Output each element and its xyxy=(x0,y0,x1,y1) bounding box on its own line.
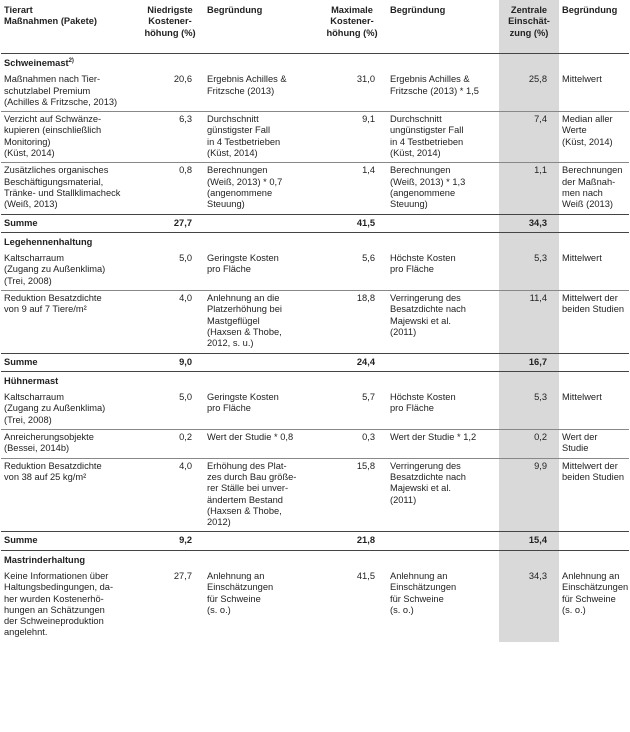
blank-cell xyxy=(559,371,629,390)
low-value: 4,0 xyxy=(179,293,192,304)
section-title-text: Hühnermast xyxy=(4,375,59,386)
low-value: 4,0 xyxy=(179,460,192,471)
section-title-text: Schweinemast xyxy=(4,58,69,68)
header-central-reason: Begründung xyxy=(559,0,629,54)
sum-label: Summe xyxy=(1,532,136,550)
blank-cell xyxy=(559,353,629,371)
max-reason: Anlehnung an Einschätzungen für Schweine (s. o.) xyxy=(390,570,457,615)
blank-cell xyxy=(499,54,559,73)
blank-cell xyxy=(204,353,317,371)
central-reason: Wert der Studie xyxy=(559,430,629,459)
max-reason: Durchschnitt ungünstigster Fall in 4 Testbetrieben (Küst, 2014) xyxy=(387,112,499,163)
max-reason: Ergebnis Achilles & Fritzsche (2013) * 1,5 xyxy=(387,72,499,111)
blank-cell xyxy=(387,532,499,550)
table-row xyxy=(1,112,629,163)
blank-cell xyxy=(204,214,317,232)
measure-cell: Zusätzliches organisches Beschäftigungsmaterial, Tränke- und Stallklimacheck (Weiß, 2013) xyxy=(4,165,121,210)
blank-cell xyxy=(387,371,499,390)
sum-row xyxy=(1,532,629,550)
sum-max: 24,4 xyxy=(317,353,387,371)
blank-cell xyxy=(387,232,499,251)
low-value: 5,0 xyxy=(136,390,204,429)
measure-cell: Reduktion Besatzdichte von 38 auf 25 kg/m² xyxy=(4,460,102,482)
blank-cell xyxy=(317,371,387,390)
low-value: 6,3 xyxy=(136,112,204,163)
sum-central: 16,7 xyxy=(499,353,559,371)
central-value: 1,1 xyxy=(499,163,559,214)
table-row xyxy=(1,430,629,459)
low-value: 20,6 xyxy=(136,72,204,111)
max-reason: Verringerung des Besatzdichte nach Majewski et al. (2011) xyxy=(390,293,466,337)
max-reason: Wert der Studie * 1,2 xyxy=(387,430,499,459)
blank-cell xyxy=(387,214,499,232)
sum-low: 27,7 xyxy=(136,214,204,232)
blank-cell xyxy=(559,54,629,73)
max-value: 9,1 xyxy=(317,112,387,163)
low-reason: Berechnungen (Weiß, 2013) * 0,7 (angenommene Steuung) xyxy=(207,165,283,210)
low-reason: Anlehnung an Einschätzungen für Schweine (s. o.) xyxy=(207,570,274,615)
blank-cell xyxy=(136,371,204,390)
sum-low: 9,0 xyxy=(136,353,204,371)
low-reason: Wert der Studie * 0,8 xyxy=(204,430,317,459)
table-row xyxy=(1,458,629,532)
blank-cell xyxy=(204,532,317,550)
max-value: 41,5 xyxy=(356,570,375,581)
sum-label: Summe xyxy=(1,353,136,371)
table-row xyxy=(1,251,629,290)
central-reason: Mittelwert der beiden Studien xyxy=(562,293,625,315)
blank-cell xyxy=(387,54,499,73)
header-max: Maximale Kostener- höhung (%) xyxy=(317,0,387,54)
section-title xyxy=(1,550,136,569)
central-reason: Anlehnung an Einschätzungen für Schweine (s. o.) xyxy=(562,570,629,615)
low-value: 0,8 xyxy=(179,165,192,176)
blank-cell xyxy=(559,214,629,232)
blank-cell xyxy=(204,371,317,390)
header-central: Zentrale Einschät- zung (%) xyxy=(499,0,559,54)
blank-cell xyxy=(317,232,387,251)
table-row xyxy=(1,291,629,353)
max-value: 31,0 xyxy=(317,72,387,111)
central-value: 0,2 xyxy=(499,430,559,459)
central-value: 25,8 xyxy=(499,72,559,111)
blank-cell xyxy=(136,54,204,73)
central-value: 5,3 xyxy=(499,251,559,290)
blank-cell xyxy=(499,232,559,251)
header-low-reason: Begründung xyxy=(204,0,317,54)
blank-cell xyxy=(387,550,499,569)
central-reason: Mittelwert xyxy=(559,390,629,429)
central-reason: Berechnungen der Maßnah- men nach Weiß (2013) xyxy=(562,165,623,210)
measure-cell: Kaltscharraum (Zugang zu Außenklima) (Trei, 2008) xyxy=(1,251,136,290)
table-row xyxy=(1,569,629,642)
sum-label: Summe xyxy=(1,214,136,232)
low-value: 5,0 xyxy=(136,251,204,290)
measure-cell: Reduktion Besatzdichte von 9 auf 7 Tiere/m² xyxy=(4,293,102,315)
header-max-reason: Begründung xyxy=(387,0,499,54)
central-reason: Mittelwert xyxy=(559,251,629,290)
table-body xyxy=(1,54,629,642)
table-row xyxy=(1,390,629,429)
table-row xyxy=(1,163,629,214)
sum-central: 15,4 xyxy=(499,532,559,550)
central-value: 11,4 xyxy=(499,291,559,353)
low-reason: Durchschnitt günstigster Fall in 4 Testbetrieben (Küst, 2014) xyxy=(204,112,317,163)
section-title xyxy=(1,371,136,390)
measure-cell: Kaltscharraum (Zugang zu Außenklima) (Trei, 2008) xyxy=(1,390,136,429)
blank-cell xyxy=(387,353,499,371)
section-title-text: Legehennenhaltung xyxy=(4,236,93,247)
header-tierart: Tierart Maßnahmen (Pakete) xyxy=(1,0,136,54)
central-reason: Median aller Werte (Küst, 2014) xyxy=(559,112,629,163)
sum-max: 21,8 xyxy=(317,532,387,550)
blank-cell xyxy=(204,232,317,251)
low-value: 27,7 xyxy=(173,570,192,581)
max-value: 5,6 xyxy=(317,251,387,290)
low-value: 0,2 xyxy=(136,430,204,459)
low-reason: Ergebnis Achilles & Fritzsche (2013) xyxy=(204,72,317,111)
max-reason: Höchste Kosten pro Fläche xyxy=(387,390,499,429)
measure-cell: Verzicht auf Schwänze- kupieren (einschließlich Monitoring) (Küst, 2014) xyxy=(1,112,136,163)
cost-increase-table xyxy=(1,0,629,642)
central-value: 5,3 xyxy=(499,390,559,429)
sum-max: 41,5 xyxy=(317,214,387,232)
low-reason: Geringste Kosten pro Fläche xyxy=(204,251,317,290)
measure-cell: Maßnahmen nach Tier- schutzlabel Premium (Achilles & Fritzsche, 2013) xyxy=(1,72,136,111)
section-title-text: Mastrinderhaltung xyxy=(4,554,86,565)
blank-cell xyxy=(317,550,387,569)
footnote-marker: 2) xyxy=(68,58,74,64)
table-header-row xyxy=(1,0,629,54)
low-reason: Erhöhung des Plat- zes durch Bau größe- rer Ställe bei unver- ändertem Bestand (Haxsen & Thobe, 2012) xyxy=(207,460,297,528)
low-reason: Geringste Kosten pro Fläche xyxy=(204,390,317,429)
header-low: Niedrigste Kostener- höhung (%) xyxy=(136,0,204,54)
sum-row xyxy=(1,214,629,232)
blank-cell xyxy=(204,550,317,569)
max-value: 5,7 xyxy=(317,390,387,429)
central-value: 9,9 xyxy=(499,458,559,532)
max-reason: Höchste Kosten pro Fläche xyxy=(387,251,499,290)
section-title xyxy=(1,232,136,251)
blank-cell xyxy=(204,54,317,73)
blank-cell xyxy=(559,532,629,550)
max-value: 0,3 xyxy=(317,430,387,459)
measure-cell: Keine Informationen über Haltungsbedingungen, da- her wurden Kostenerhö- hungen an Schätzungen der Schweineproduktion angelehnt. xyxy=(4,570,114,638)
section-title-row xyxy=(1,371,629,390)
central-value: 34,3 xyxy=(499,569,559,642)
blank-cell xyxy=(136,232,204,251)
max-value: 18,8 xyxy=(356,293,375,304)
table-row xyxy=(1,72,629,111)
blank-cell xyxy=(317,54,387,73)
central-value: 7,4 xyxy=(499,112,559,163)
blank-cell xyxy=(559,550,629,569)
sum-central: 34,3 xyxy=(499,214,559,232)
blank-cell xyxy=(559,232,629,251)
central-reason: Mittelwert xyxy=(559,72,629,111)
section-title xyxy=(1,54,136,73)
max-value: 1,4 xyxy=(362,165,375,176)
blank-cell xyxy=(499,371,559,390)
blank-cell xyxy=(136,550,204,569)
section-title-row xyxy=(1,550,629,569)
sum-low: 9,2 xyxy=(136,532,204,550)
central-reason: Mittelwert der beiden Studien xyxy=(562,460,625,482)
low-reason: Anlehnung an die Platzerhöhung bei Mastgeflügel (Haxsen & Thobe, 2012, s. u.) xyxy=(207,293,282,349)
max-value: 15,8 xyxy=(356,460,375,471)
max-reason: Verringerung des Besatzdichte nach Majewski et al. (2011) xyxy=(390,460,466,505)
section-title-row xyxy=(1,232,629,251)
blank-cell xyxy=(499,550,559,569)
max-reason: Berechnungen (Weiß, 2013) * 1,3 (angenommene Steuung) xyxy=(390,165,466,210)
measure-cell: Anreicherungsobjekte (Bessei, 2014b) xyxy=(1,430,136,459)
sum-row xyxy=(1,353,629,371)
section-title-row xyxy=(1,54,629,73)
